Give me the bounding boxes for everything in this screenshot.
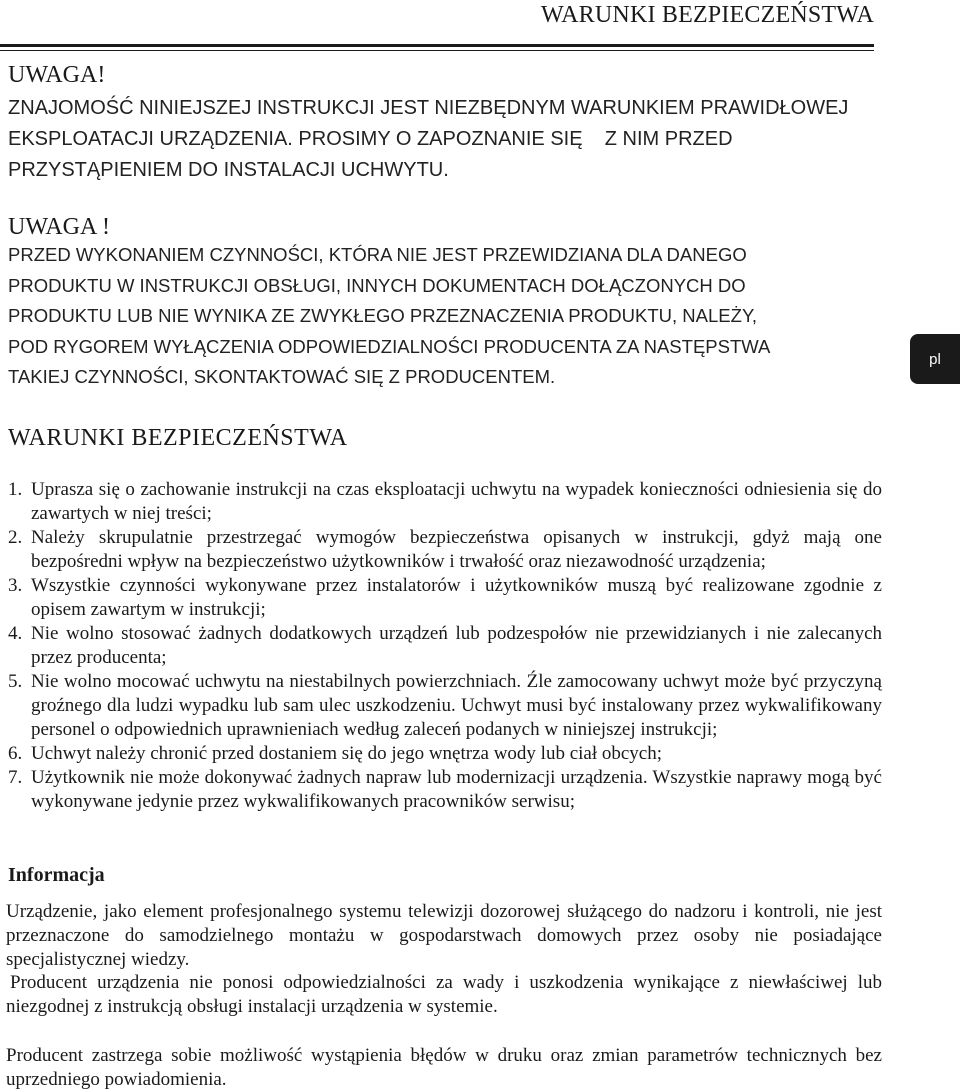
list-item-text: Uchwyt należy chronić przed dostaniem się do jego wnętrza wody lub ciał obcych; — [31, 743, 663, 764]
list-item-number: 3. — [8, 575, 23, 596]
list-item-text: Uprasza się o zachowanie instrukcji na czas eksploatacji uchwytu na wypadek konieczności odniesienia się do zawartych w niej treści; — [31, 479, 882, 524]
warning-1-text — [8, 93, 888, 186]
list-item — [8, 526, 882, 574]
list-item — [8, 766, 882, 814]
info-paragraph: Producent urządzenia nie ponosi odpowiedzialności za wady i uszkodzenia wynikające z niewłaściwej lub niezgodnej z instrukcją obsługi instalacji urządzenia w systemie. — [6, 972, 882, 1017]
list-item-number: 6. — [8, 743, 23, 764]
list-item-text: Należy skrupulatnie przestrzegać wymogów bezpieczeństwa opisanych w instrukcji, gdyż mają one bezpośredni wpływ na bezpieczeństwo użytkowników i trwałość oraz niezawodność urządzenia; — [31, 527, 882, 572]
warning-1-line: EKSPLOATACJI URZĄDZENIA. PROSIMY O ZAPOZNANIE SIĘ Z NIM PRZED — [8, 128, 733, 150]
header-rule-thin — [0, 50, 874, 51]
list-item-number: 4. — [8, 623, 23, 644]
page-header-title: WARUNKI BEZPIECZEŃSTWA — [540, 2, 874, 28]
warning-2-line: PRODUKTU LUB NIE WYNIKA ZE ZWYKŁEGO PRZEZNACZENIA PRODUKTU, NALEŻY, — [8, 305, 758, 326]
list-item-text: Nie wolno mocować uchwytu na niestabilnych powierzchniach. Źle zamocowany uchwyt może być przyczyną groźnego dla ludzi wypadku lub sam ulec uszkodzeniu. Uchwyt musi być instalowany przez wykwalifikowany personel o odpowiednich uprawnieniach według zaleceń podanych w niniejszej instrukcji; — [31, 671, 882, 740]
warning-2-line: PRZED WYKONANIEM CZYNNOŚCI, KTÓRA NIE JEST PRZEWIDZIANA DLA DANEGO — [8, 244, 747, 265]
warning-1-line: PRZYSTĄPIENIEM DO INSTALACJI UCHWYTU. — [8, 159, 449, 181]
list-item — [8, 622, 882, 670]
warning-1-line: ZNAJOMOŚĆ NINIEJSZEJ INSTRUKCJI JEST NIEZBĘDNYM WARUNKIEM PRAWIDŁOWEJ — [8, 97, 849, 119]
list-item-number: 5. — [8, 671, 23, 692]
info-heading: Informacja — [8, 864, 105, 886]
list-item — [8, 742, 882, 766]
info-paragraph: Urządzenie, jako element profesjonalnego systemu telewizji dozorowej służącego do nadzoru i kontroli, nie jest przeznaczone do samodzielnego montażu w gospodarstwach domowych przez osoby nie posiadające specjalistycznej wiedzy. — [6, 901, 882, 970]
list-item-number: 1. — [8, 479, 23, 500]
safety-section-heading: WARUNKI BEZPIECZEŃSTWA — [8, 425, 348, 451]
warning-2-text — [8, 240, 888, 393]
warning-2-line: PRODUKTU W INSTRUKCJI OBSŁUGI, INNYCH DOKUMENTACH DOŁĄCZONYCH DO — [8, 274, 746, 296]
safety-rules-list — [8, 478, 882, 814]
language-tab-pl: pl — [910, 334, 960, 384]
list-item-text: Wszystkie czynności wykonywane przez instalatorów i użytkowników muszą być realizowane zgodnie z opisem zawartym w instrukcji; — [31, 575, 882, 620]
warning-2-line: POD RYGOREM WYŁĄCZENIA ODPOWIEDZIALNOŚCI PRODUCENTA ZA NASTĘPSTWA — [8, 335, 771, 357]
warning-1-heading: UWAGA! — [8, 62, 106, 88]
list-item — [8, 478, 882, 526]
list-item — [8, 670, 882, 742]
header-rule-thick — [0, 44, 874, 47]
warning-2-heading: UWAGA ! — [8, 214, 110, 240]
list-item-text: Nie wolno stosować żadnych dodatkowych urządzeń lub podzespołów nie przewidzianych i nie zalecanych przez producenta; — [31, 623, 882, 668]
list-item-number: 2. — [8, 527, 23, 548]
list-item — [8, 574, 882, 622]
info-paragraph: Producent zastrzega sobie możliwość wystąpienia błędów w druku oraz zmian parametrów technicznych bez uprzedniego powiadomienia. — [6, 1045, 882, 1090]
warning-2-line: TAKIEJ CZYNNOŚCI, SKONTAKTOWAĆ SIĘ Z PRODUCENTEM. — [8, 366, 556, 387]
list-item-number: 7. — [8, 767, 23, 788]
list-item-text: Użytkownik nie może dokonywać żadnych napraw lub modernizacji urządzenia. Wszystkie naprawy mogą być wykonywane jedynie przez wykwalifikowanych pracowników serwisu; — [31, 767, 882, 812]
